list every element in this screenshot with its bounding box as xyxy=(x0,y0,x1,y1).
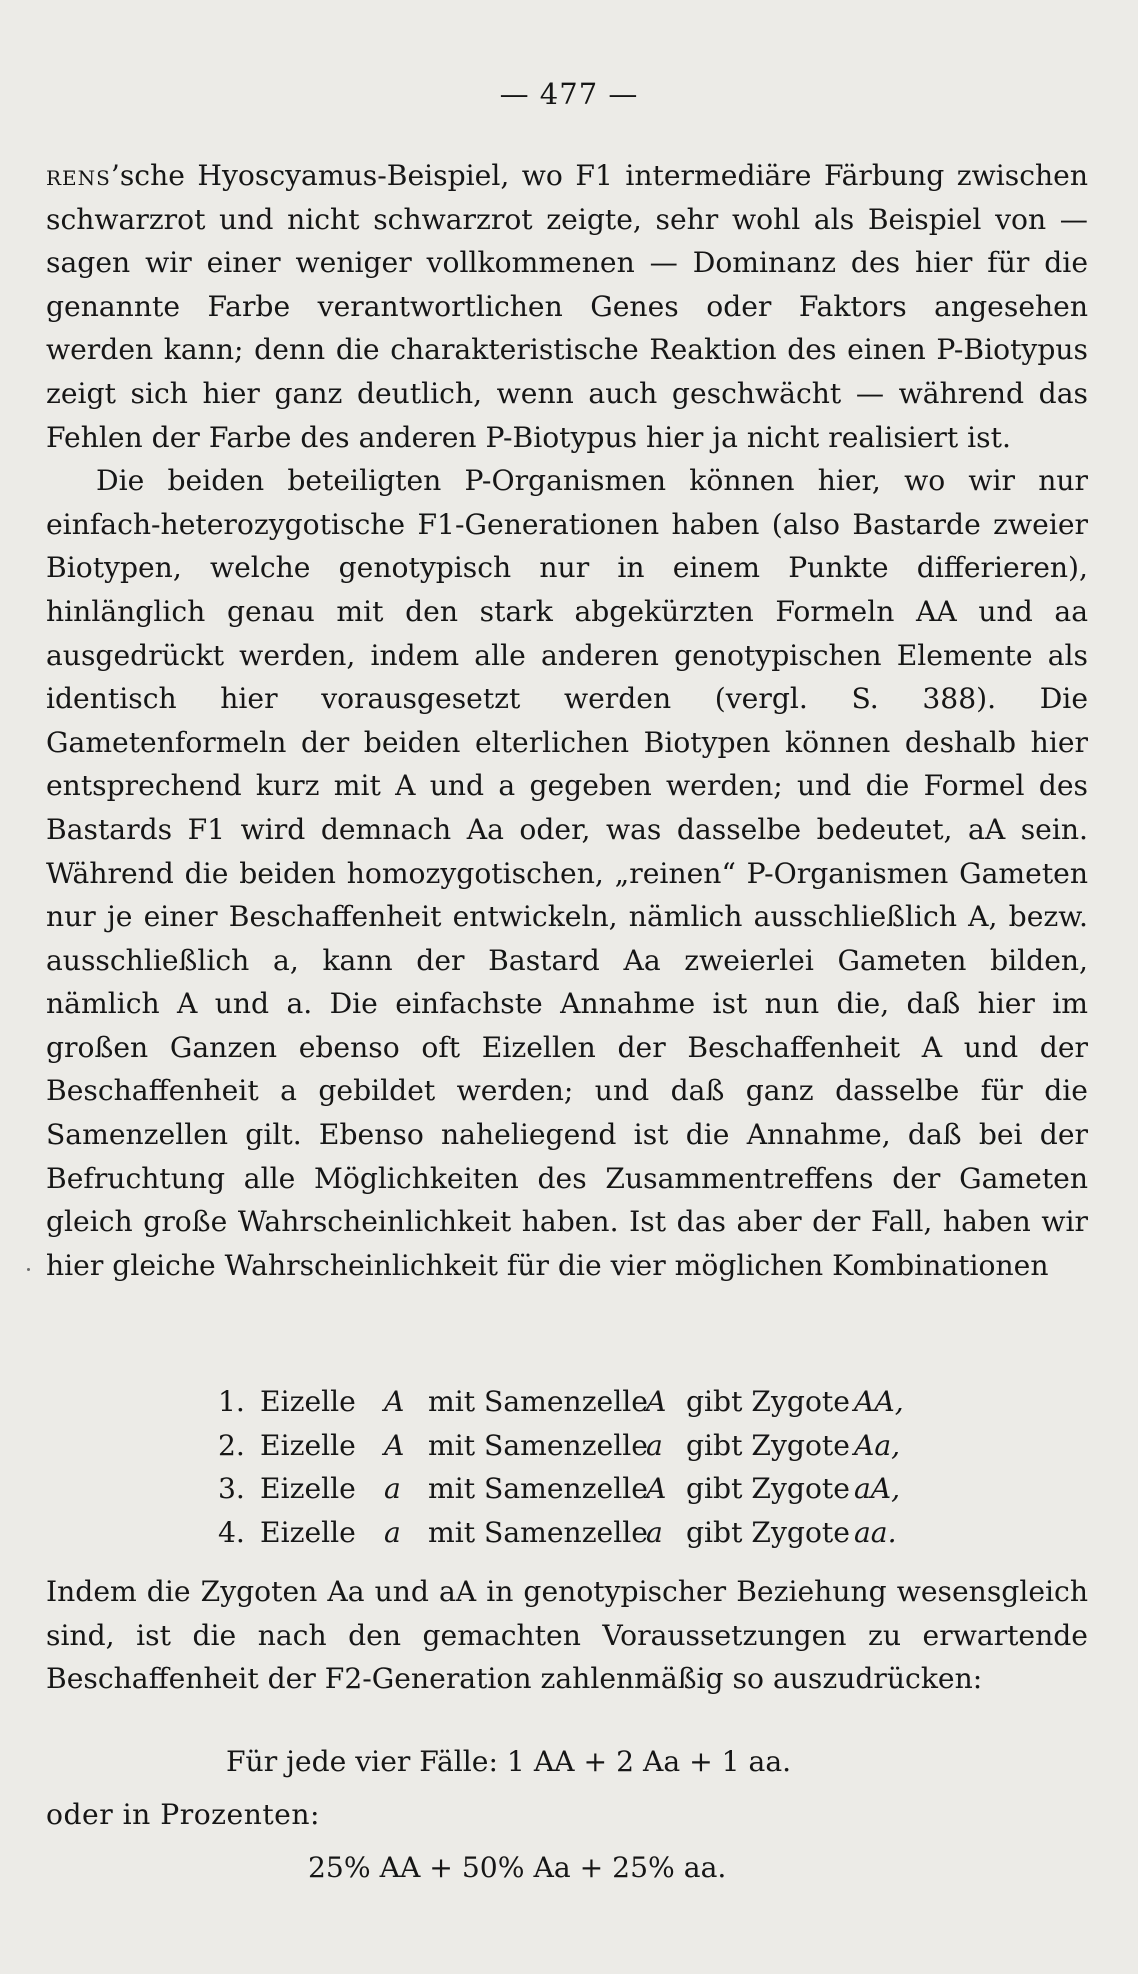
ratio-formula: Für jede vier Fälle: 1 AA + 2 Aa + 1 aa. xyxy=(226,1745,792,1778)
egg-formula: a xyxy=(384,1472,401,1506)
list-item xyxy=(218,1380,934,1424)
egg-formula: A xyxy=(384,1428,405,1462)
zygote-formula: Aa, xyxy=(854,1428,901,1462)
egg-label: Eizelle xyxy=(260,1515,356,1549)
sperm-formula: A xyxy=(646,1472,667,1506)
item-number: 4. xyxy=(218,1515,245,1549)
result-label: gibt Zygote xyxy=(686,1428,850,1462)
sperm-formula: a xyxy=(646,1515,663,1549)
sperm-formula: A xyxy=(646,1385,667,1418)
body-text-continued xyxy=(46,1570,1088,1701)
item-number: 1. xyxy=(218,1385,245,1418)
item-number: 2. xyxy=(218,1428,245,1462)
sperm-formula: a xyxy=(646,1428,663,1462)
egg-label: Eizelle xyxy=(260,1428,356,1462)
paragraph-3: Indem die Zygoten Aa und aA in genotypischer Beziehung wesensgleich sind, ist die nach den gemachten Voraussetzungen zu erwartende Beschaffenheit der F2-Generation zahlenmäßig so auszudrücken: xyxy=(46,1575,1088,1696)
page-number: — 477 — xyxy=(499,77,639,111)
egg-label: Eizelle xyxy=(260,1472,356,1506)
combination-list xyxy=(218,1380,934,1554)
paragraph-1 xyxy=(46,154,1088,459)
item-number: 3. xyxy=(218,1472,245,1506)
paragraph-2: Die beiden beteiligten P-Organismen können hier, wo wir nur einfach-heterozygotische F1-Generationen haben (also Bastarde zweier Biotypen, welche genotypisch nur in einem Punkte differieren), hinlänglich genau mit den stark abgekürzten Formeln AA und aa ausgedrückt werden, indem alle anderen genotypischen Elemente als identisch hier vorausgesetzt werden (vergl. S. 388). Die Gametenformeln der beiden elterlichen Biotypen können deshalb hier entsprechend kurz mit A und a gegeben werden; und die Formel des Bastards F1 wird demnach Aa oder, was dasselbe bedeutet, aA sein. Während die beiden homozygotischen, „reinen“ P-Organismen Gameten nur je einer Beschaffenheit entwickeln, nämlich ausschließlich A, bezw. ausschließlich a, kann der Bastard Aa zweierlei Gameten bilden, nämlich A und a. Die einfachste Annahme ist nun die, daß hier im großen Ganzen ebenso oft Eizellen der Beschaffenheit A und der Beschaffenheit a gebildet werden; und daß ganz dasselbe für die Samenzellen gilt. Ebenso naheliegend ist die Annahme, daß bei der Befruchtung alle Möglichkeiten des Zusammentreffens der Gameten gleich große Wahrscheinlichkeit haben. Ist das aber der Fall, haben wir hier gleiche Wahrscheinlichkeit für die vier möglichen Kombinationen xyxy=(46,464,1088,1282)
result-label: gibt Zygote xyxy=(686,1385,850,1418)
percent-label: oder in Prozenten: xyxy=(46,1798,321,1831)
egg-formula: a xyxy=(384,1515,401,1549)
paragraph-1-text: ’sche Hyoscyamus-Beispiel, wo F1 intermediäre Färbung zwischen schwarzrot und nicht schwarzrot zeigte, sehr wohl als Beispiel von — sagen wir einer weniger vollkommenen — Dominanz des hier für die genannte Farbe verantwortlichen Genes oder Faktors angesehen werden kann; denn die charakteristische Reaktion des einen P-Biotypus zeigt sich hier ganz deutlich, wenn auch geschwächt — während das Fehlen der Farbe des anderen P-Biotypus hier ja nicht realisiert ist. xyxy=(46,159,1088,454)
percent-formula: 25% AA + 50% Aa + 25% aa. xyxy=(308,1851,727,1884)
zygote-formula: AA, xyxy=(854,1385,904,1418)
zygote-formula: aa. xyxy=(854,1515,897,1549)
list-item xyxy=(218,1467,934,1511)
body-text xyxy=(46,154,1088,1287)
list-item xyxy=(218,1424,934,1468)
sperm-label: mit Samenzelle xyxy=(428,1428,648,1462)
list-item xyxy=(218,1511,934,1555)
sperm-label: mit Samenzelle xyxy=(428,1515,648,1549)
result-label: gibt Zygote xyxy=(686,1515,850,1549)
zygote-formula: aA, xyxy=(854,1472,901,1506)
sperm-label: mit Samenzelle xyxy=(428,1472,648,1506)
egg-label: Eizelle xyxy=(260,1385,356,1418)
egg-formula: A xyxy=(384,1385,405,1418)
paper-speck xyxy=(27,1268,30,1271)
result-label: gibt Zygote xyxy=(686,1472,850,1506)
sperm-label: mit Samenzelle xyxy=(428,1385,648,1418)
author-name-fragment: rens xyxy=(46,159,111,192)
